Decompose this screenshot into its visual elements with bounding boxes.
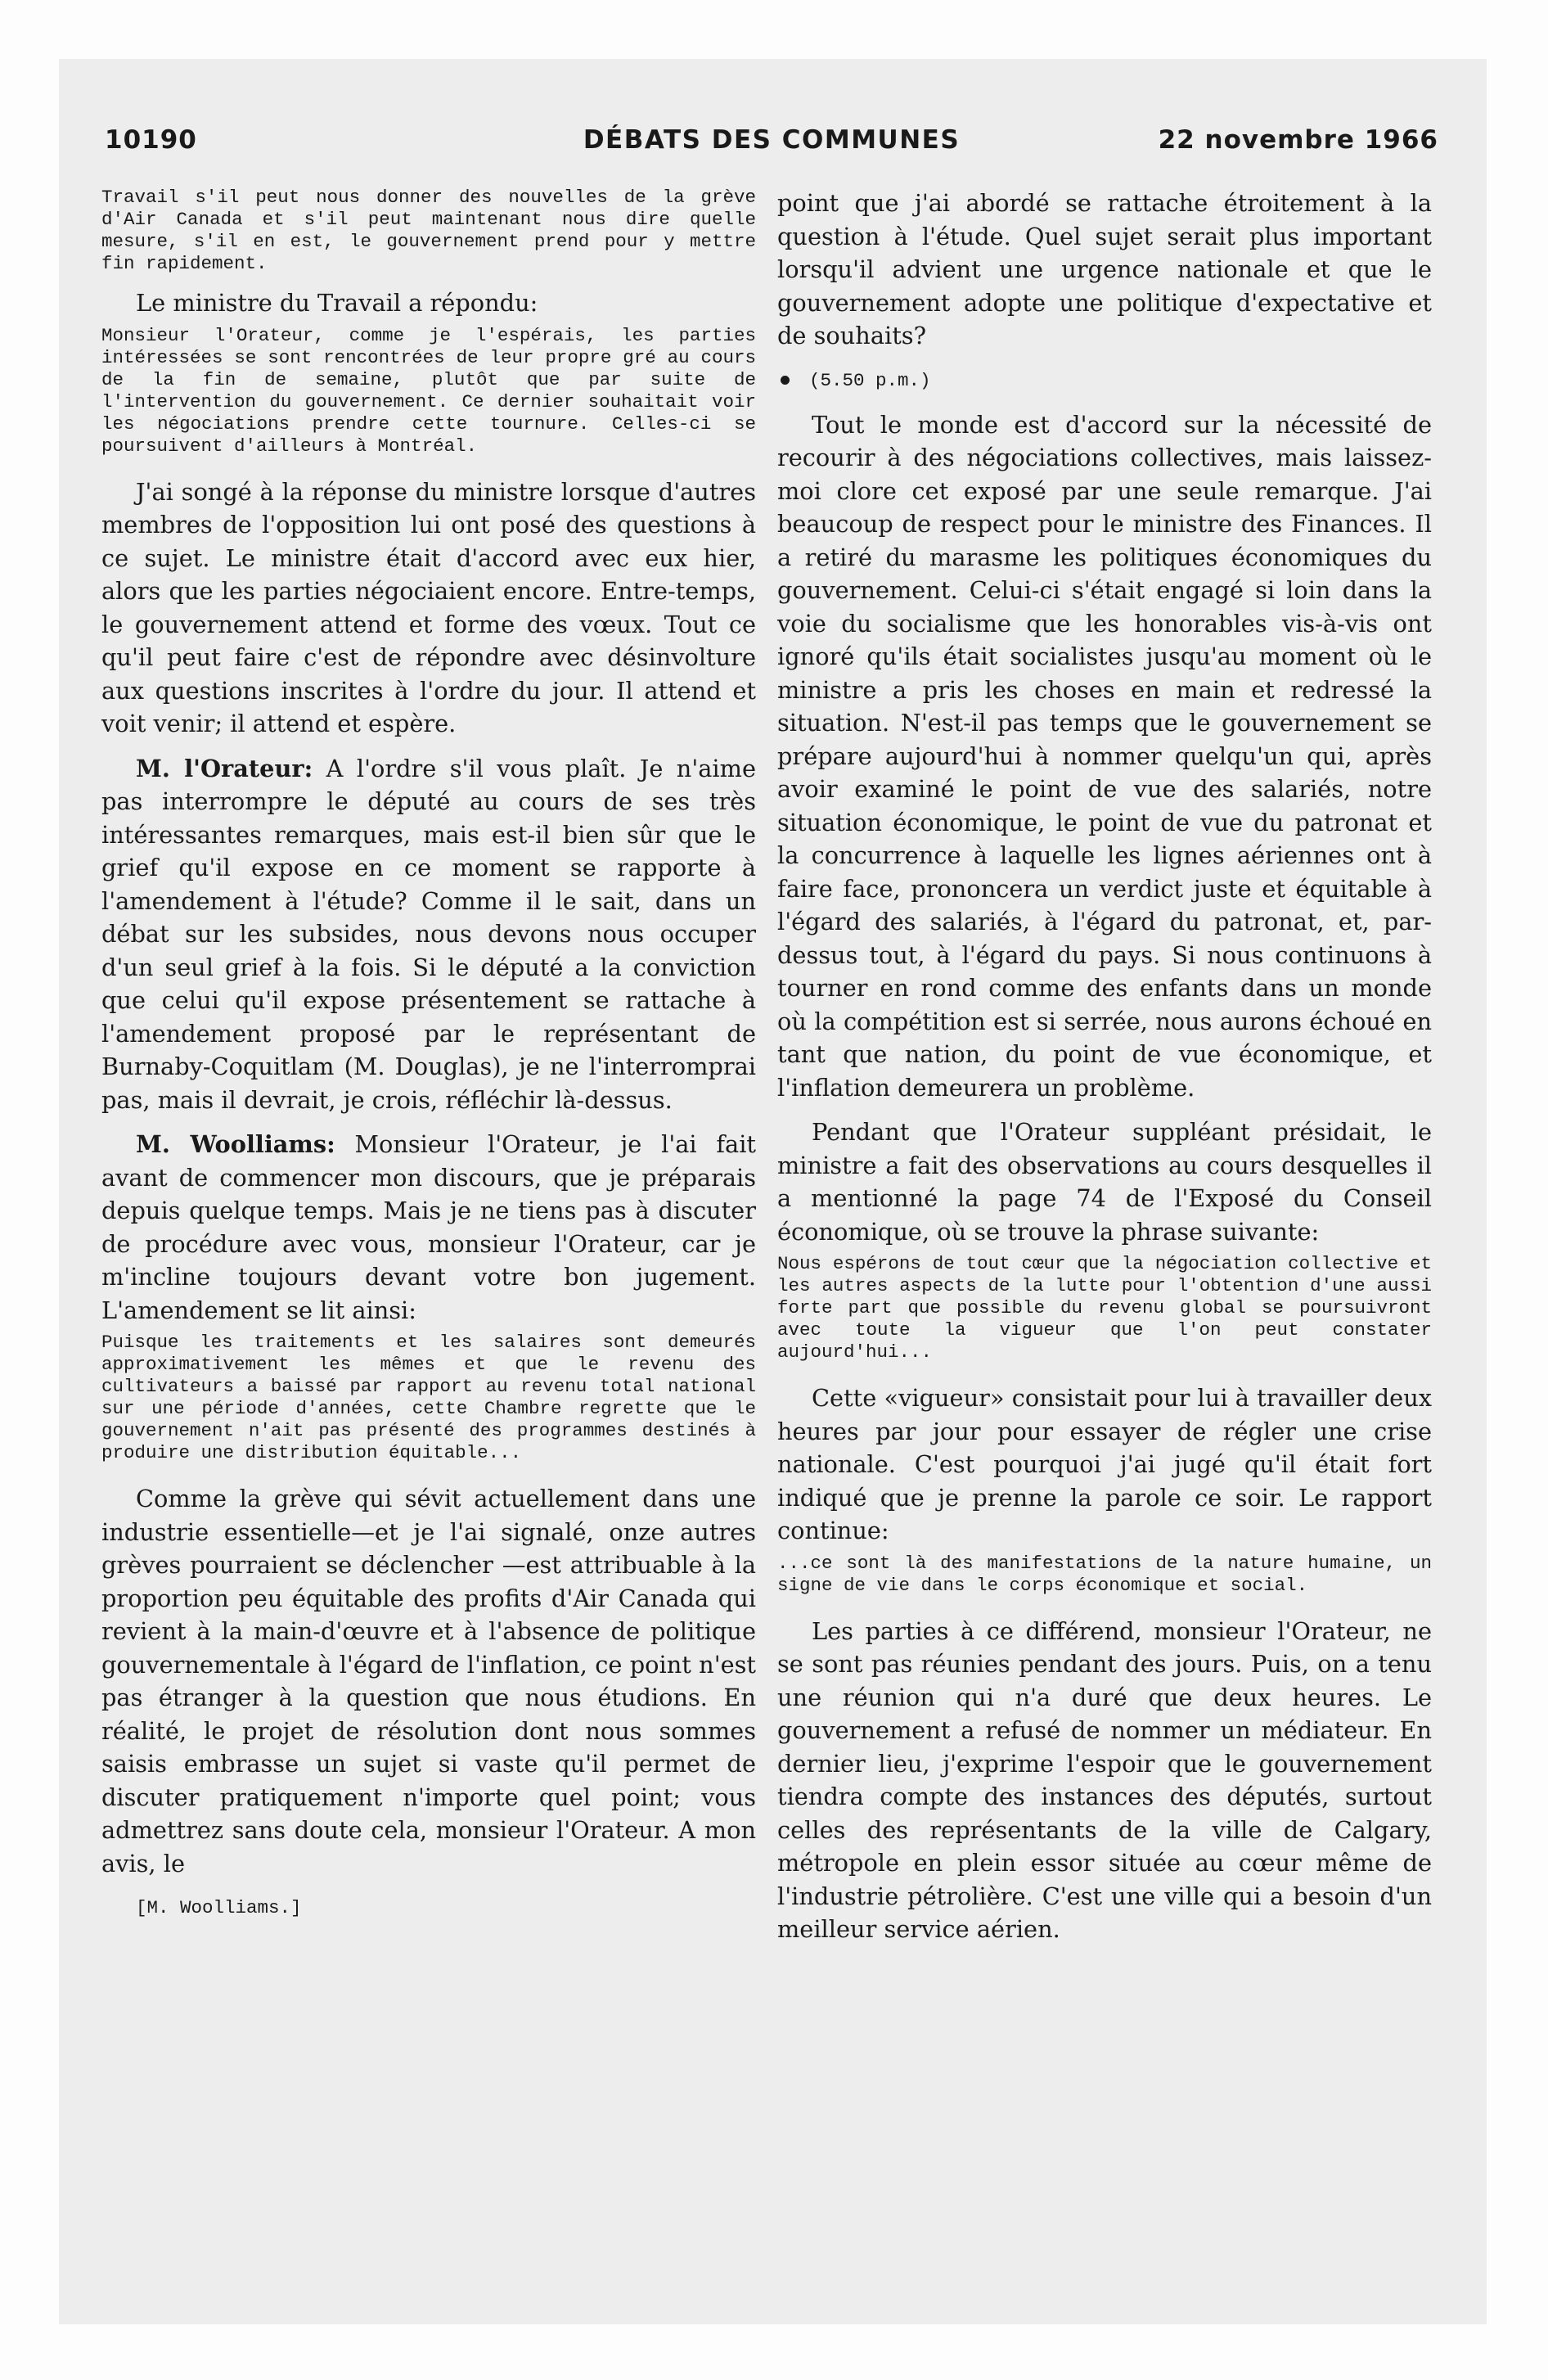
paragraph: Pendant que l'Orateur suppléant présidait, le ministre a fait des observations au cours desquelles il a mentionné la page 74 de l'Exposé du Conseil économique, où se trouve la phrase suivante: xyxy=(777,1118,1432,1246)
paragraph: Le ministre du Travail a répondu: xyxy=(136,289,538,317)
page-header xyxy=(105,118,1438,162)
speech-text: Monsieur l'Orateur, je l'ai fait avant de commencer mon discours, que je préparais depuis quelque temps. Mais je ne tiens pas à discuter de procédure avec vous, monsieur l'Orateur, car je m'incline toujours devant votre bon jugement. L'amendement se lit ainsi: xyxy=(101,1130,756,1324)
speaker-name: M. Woolliams: xyxy=(136,1130,335,1158)
paragraph: J'ai songé à la réponse du ministre lorsque d'autres membres de l'opposition lui ont posé des questions à ce sujet. Le ministre était d'accord avec eux hier, alors que les parties négociaient encore. Entre-temps, le gouvernement attend et forme des vœux. Tout ce qu'il peut faire c'est de répondre avec désinvolture aux questions inscrites à l'ordre du jour. Il attend et voit venir; il attend et espère. xyxy=(101,477,756,737)
paragraph xyxy=(101,1128,756,1327)
page-number: 10190 xyxy=(105,125,197,155)
page-date: 22 novembre 1966 xyxy=(1158,125,1438,155)
paragraph: Travail s'il peut nous donner des nouvelles de la grève d'Air Canada et s'il peut maintenant nous dire quelle mesure, s'il en est, le gouvernement prend pour y mettre fin rapidement. xyxy=(101,187,756,274)
quotation: ...ce sont là des manifestations de la nature humaine, un signe de vie dans le corps économique et social. xyxy=(777,1552,1432,1596)
quotation: Monsieur l'Orateur, comme je l'espérais, les parties intéressées se sont rencontrées de leur propre gré au cours de la fin de semaine, plutôt que par suite de l'intervention du gouvernement. Ce dernier souhaitait voir les négociations prendre cette tournure. Celles-ci se poursuivent d'ailleurs à Montréal. xyxy=(101,324,756,457)
paragraph: Comme la grève qui sévit actuellement dans une industrie essentielle—et je l'ai signalé, onze autres grèves pourraient se déclencher —est attribuable à la proportion peu équitable des profits d'Air Canada qui revient à la main-d'œuvre et à l'absence de politique gouvernementale à l'égard de l'inflation, ce point n'est pas étranger à la question que nous étudions. En réalité, le projet de résolution dont nous sommes saisis embrasse un sujet si vaste qu'il permet de discuter pratiquement n'importe quel point; vous admettrez sans doute cela, monsieur l'Orateur. A mon avis, le xyxy=(101,1485,756,1877)
speaker-name: M. l'Orateur: xyxy=(136,754,313,782)
journal-title: DÉBATS DES COMMUNES xyxy=(583,125,961,155)
quotation: Nous espérons de tout cœur que la négociation collective et les autres aspects de la lutte pour l'obtention d'une aussi forte part que possible du revenu global se poursuivront avec toute la vigueur que l'on peut constater aujourd'hui... xyxy=(777,1253,1432,1363)
speaker-signature: [M. Woolliams.] xyxy=(136,1897,302,1918)
time-text: (5.50 p.m.) xyxy=(809,369,931,391)
time-marker xyxy=(777,364,1432,397)
speech-text: A l'ordre s'il vous plaît. Je n'aime pas interrompre le député au cours de ses très intéressantes remarques, mais est-il bien sûr que le grief qu'il expose en ce moment se rapporte à l'amendement à l'étude? Comme il le sait, dans un débat sur les subsides, nous devons nous occuper d'un seul grief à la fois. Si le député a la conviction que celui qu'il expose présentement se rattache à l'amendement proposé par le représentant de Burnaby-Coquitlam (M. Douglas), je ne l'interromprai pas, mais il devrait, je crois, réfléchir là-dessus. xyxy=(101,754,756,1114)
paragraph: Tout le monde est d'accord sur la nécessité de recourir à des négociations collectives, mais laissez-moi clore cet exposé par une seule remarque. J'ai beaucoup de respect pour le ministre des Finances. Il a retiré du marasme les politiques économiques du gouvernement. Celui-ci s'était engagé si loin dans la voie du socialisme que les honorables vis-à-vis ont ignoré qu'ils était socialistes jusqu'au moment où le ministre a pris les choses en main et redressé la situation. N'est-il pas temps que le gouvernement se prépare aujourd'hui à nommer quelqu'un qui, après avoir examiné le point de vue des salariés, notre situation économique, le point de vue du patronat et la concurrence à laquelle les lignes aériennes ont à faire face, prononcera un verdict juste et équitable à l'égard des salariés, à l'égard du patronat, et, par-dessus tout, à l'égard du pays. Si nous continuons à tourner en rond comme des enfants dans un monde où la compétition est si serrée, nous aurons échoué en tant que nation, du point de vue économique, et l'inflation demeurera un problème. xyxy=(777,410,1432,1102)
paragraph: Les parties à ce différend, monsieur l'Orateur, ne se sont pas réunies pendant des jours. Puis, on a tenu une réunion qui n'a duré que deux heures. Le gouvernement a refusé de nommer un médiateur. En dernier lieu, j'exprime l'espoir que le gouvernement tiendra compte des instances des députés, surtout celles des représentants de la ville de Calgary, métropole en plein essor située au cœur même de l'industrie pétrolière. C'est une ville qui a besoin d'un meilleur service aérien. xyxy=(777,1616,1432,1943)
paragraph: point que j'ai abordé se rattache étroitement à la question à l'étude. Quel sujet serait plus important lorsqu'il advient une urgence nationale et que le gouvernement adopte une politique d'expectative et de souhaits? xyxy=(777,189,1432,349)
paragraph xyxy=(101,752,756,1117)
bullet-icon xyxy=(781,376,790,385)
quotation: Puisque les traitements et les salaires sont demeurés approximativement les mêmes et que le revenu des cultivateurs a baissé par rapport au revenu total national sur une période d'années, cette Chambre regrette que le gouvernement n'ait pas présenté des programmes destinés à produire une distribution équitable... xyxy=(101,1332,756,1463)
right-column xyxy=(777,187,1432,1946)
left-column xyxy=(101,187,756,1924)
paragraph: Cette «vigueur» consistait pour lui à travailler deux heures par jour pour essayer de régler une crise nationale. C'est pourquoi j'ai jugé qu'il était fort indiqué que je prenne la parole ce soir. Le rapport continue: xyxy=(777,1384,1432,1544)
